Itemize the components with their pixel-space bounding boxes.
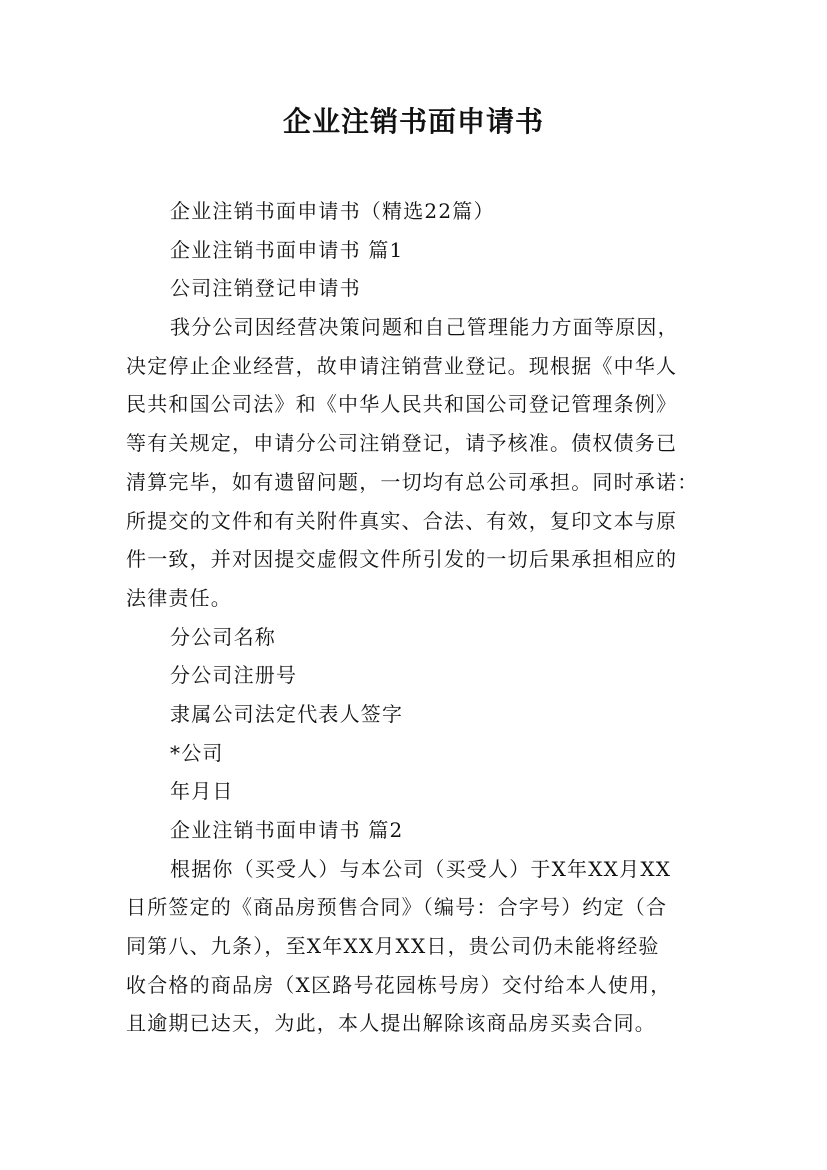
form-field-label: 分公司名称 — [170, 624, 276, 649]
text-line: 决定停止企业经营，故申请注销营业登记。现根据《中华人 — [126, 353, 678, 378]
text-line: 且逾期已达天，为此，本人提出解除该商品房买卖合同。 — [126, 1011, 656, 1036]
text-line: 清算完毕，如有遗留问题，一切均有总公司承担。同时承诺： — [126, 469, 699, 494]
form-field-label: 隶属公司法定代表人签字 — [170, 701, 404, 726]
section-heading: 企业注销书面申请书 篇2 — [170, 818, 404, 842]
document-body — [126, 192, 706, 1043]
document-title: 企业注销书面申请书 — [282, 105, 544, 138]
text-line: 根据你（买受人）与本公司（买受人）于X年XX月XX — [170, 856, 672, 881]
text-line: 收合格的商品房（X区路号花园栋号房）交付给本人使用， — [126, 972, 672, 997]
text-line: 同第八、九条），至X年XX月XX日，贵公司仍未能将经验 — [126, 934, 660, 959]
text-line: 企业注销书面申请书（精选22篇） — [170, 199, 495, 223]
text-line: 日所签定的《商品房预售合同》（编号：合字号）约定（合 — [126, 895, 668, 920]
text-line: 公司注销登记申请书 — [170, 276, 361, 301]
text-line: 法律责任。 — [126, 585, 232, 610]
text-line: 等有关规定，申请分公司注销登记，请予核准。债权债务已 — [126, 431, 678, 456]
text-line: 我分公司因经营决策问题和自己管理能力方面等原因， — [170, 315, 679, 340]
section-heading: 企业注销书面申请书 篇1 — [170, 237, 404, 262]
text-line: 件一致，并对因提交虚假文件所引发的一切后果承担相应的 — [126, 547, 678, 572]
form-field-label: 年月日 — [170, 779, 234, 804]
form-field-label: *公司 — [170, 740, 224, 765]
form-field-label: 分公司注册号 — [170, 663, 298, 688]
text-line: 民共和国公司法》和《中华人民共和国公司登记管理条例》 — [126, 392, 678, 417]
text-line: 所提交的文件和有关附件真实、合法、有效，复印文本与原 — [126, 508, 678, 533]
